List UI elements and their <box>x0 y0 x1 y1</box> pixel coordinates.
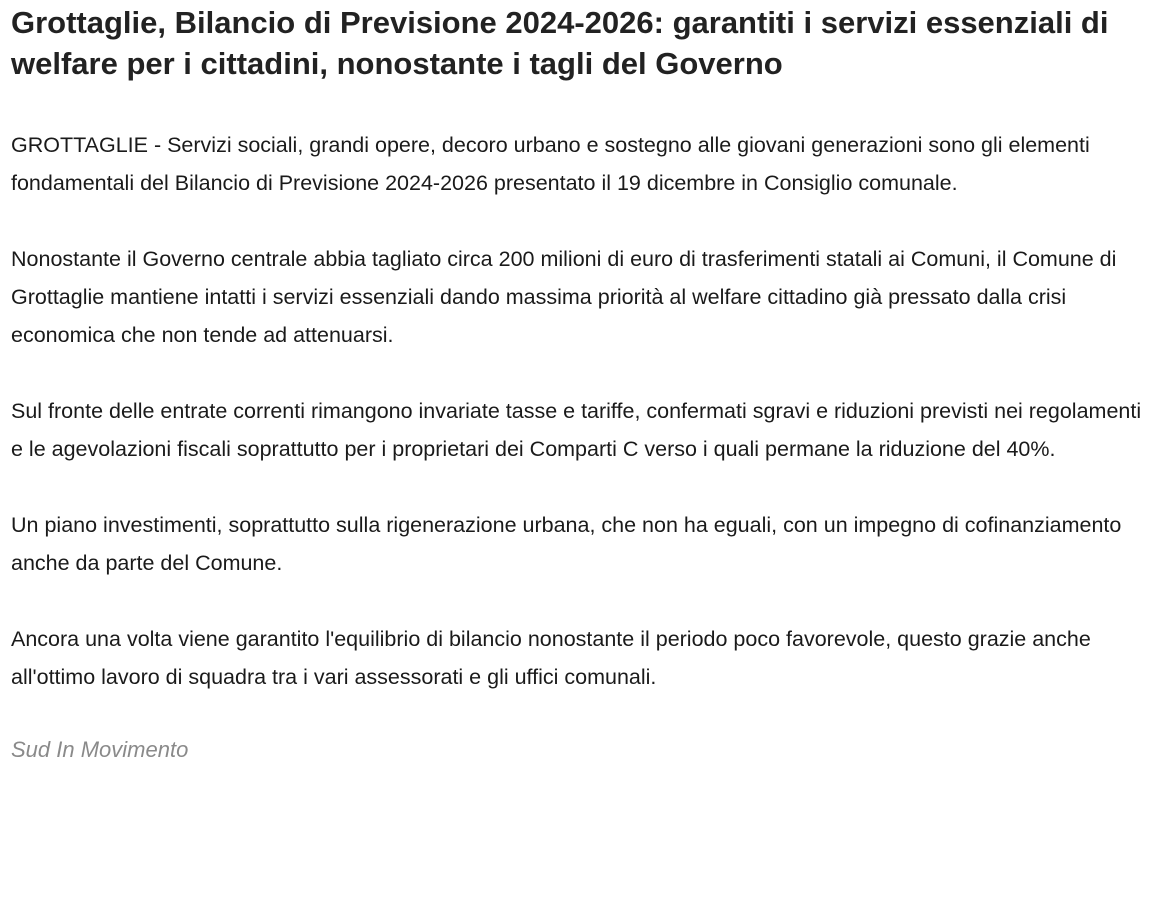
article-paragraph: GROTTAGLIE - Servizi sociali, grandi opere, decoro urbano e sostegno alle giovani generazioni sono gli elementi fondamentali del Bilancio di Previsione 2024-2026 presentato il 19 dicembre in Consiglio comunale. <box>11 133 1090 195</box>
article-paragraph: Ancora una volta viene garantito l'equilibrio di bilancio nonostante il periodo poco favorevole, questo grazie anche all'ottimo lavoro di squadra tra i vari assessorati e gli uffici comunali. <box>11 627 1091 689</box>
article-paragraph: Un piano investimenti, soprattutto sulla rigenerazione urbana, che non ha eguali, con un impegno di cofinanziamento anche da parte del Comune. <box>11 513 1122 575</box>
article-paragraph: Sul fronte delle entrate correnti rimangono invariate tasse e tariffe, confermati sgravi e riduzioni previsti nei regolamenti e le agevolazioni fiscali soprattutto per i proprietari dei Comparti C verso i quali permane la riduzione del 40%. <box>11 399 1142 461</box>
article-title: Grottaglie, Bilancio di Previsione 2024-2026: garantiti i servizi essenziali di welfare per i cittadini, nonostante i tagli del Governo <box>11 5 1109 81</box>
article <box>11 0 1146 766</box>
article-paragraph: Nonostante il Governo centrale abbia tagliato circa 200 milioni di euro di trasferimenti statali ai Comuni, il Comune di Grottaglie mantiene intatti i servizi essenziali dando massima priorità al welfare cittadino già pressato dalla crisi economica che non tende ad attenuarsi. <box>11 247 1117 347</box>
article-source: Sud In Movimento <box>11 737 189 762</box>
article-body <box>11 126 1146 696</box>
